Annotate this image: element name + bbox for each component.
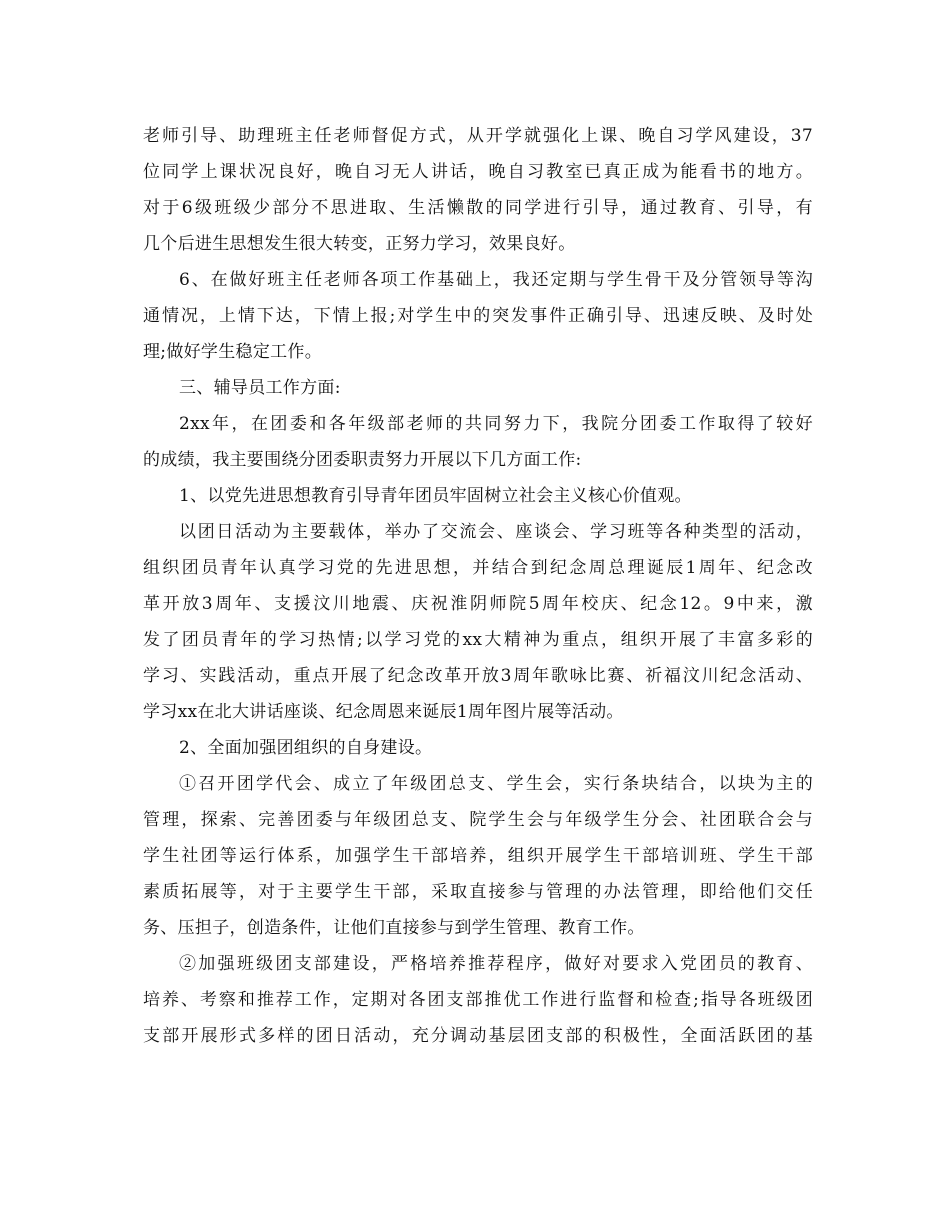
text-line: 组织团员青年认真学习党的先进思想，并结合到纪念周总理诞辰1周年、纪念改 xyxy=(143,558,813,578)
text-line: 务、压担子，创造条件，让他们直接参与到学生管理、教育工作。 xyxy=(143,918,645,938)
text-line: 革开放3周年、支援汶川地震、庆祝淮阴师院5周年校庆、纪念12。9中来，激 xyxy=(143,594,813,614)
section-heading: 三、辅导员工作方面: xyxy=(179,378,341,398)
text-line: 的成绩，我主要围绕分团委职责努力开展以下几方面工作: xyxy=(143,450,582,470)
text-line: 管理，探索、完善团委与年级团总支、院学生会与年级学生分会、社团联合会与 xyxy=(143,810,813,830)
text-line: 培养、考察和推荐工作，定期对各团支部推优工作进行监督和检查;指导各班级团 xyxy=(143,990,813,1010)
text-line: 以团日活动为主要载体，举办了交流会、座谈会、学习班等各种类型的活动， xyxy=(179,522,813,542)
text-line: ②加强班级团支部建设，严格培养推荐程序，做好对要求入党团员的教育、 xyxy=(179,954,813,974)
text-line: 素质拓展等，对于主要学生干部，采取直接参与管理的办法管理，即给他们交任 xyxy=(143,882,813,902)
text-line: 老师引导、助理班主任老师督促方式，从开学就强化上课、晚自习学风建设，37 xyxy=(143,126,813,146)
text-line: 2xx年，在团委和各年级部老师的共同努力下，我院分团委工作取得了较好 xyxy=(179,414,813,434)
text-line: 6、在做好班主任老师各项工作基础上，我还定期与学生骨干及分管领导等沟 xyxy=(179,270,813,290)
text-line: 支部开展形式多样的团日活动，充分调动基层团支部的积极性，全面活跃团的基 xyxy=(143,1026,813,1046)
text-line: 学习、实践活动，重点开展了纪念改革开放3周年歌咏比赛、祈福汶川纪念活动、 xyxy=(143,666,813,686)
text-line: 几个后进生思想发生很大转变，正努力学习，效果良好。 xyxy=(143,234,576,254)
text-line: 理;做好学生稳定工作。 xyxy=(143,342,323,362)
text-line: 发了团员青年的学习热情;以学习党的xx大精神为重点，组织开展了丰富多彩的 xyxy=(143,630,813,650)
subsection-heading: 2、全面加强团组织的自身建设。 xyxy=(179,738,433,758)
text-line: 通情况，上情下达，下情上报;对学生中的突发事件正确引导、迅速反映、及时处 xyxy=(143,306,813,326)
text-line: ①召开团学代会、成立了年级团总支、学生会，实行条块结合，以块为主的 xyxy=(179,774,813,794)
text-line: 位同学上课状况良好，晚自习无人讲话，晚自习教室已真正成为能看书的地方。 xyxy=(143,162,813,182)
text-line: 对于6级班级少部分不思进取、生活懒散的同学进行引导，通过教育、引导，有 xyxy=(143,198,813,218)
subsection-heading: 1、以党先进思想教育引导青年团员牢固树立社会主义核心价值观。 xyxy=(179,486,692,506)
text-line: 学生社团等运行体系，加强学生干部培养，组织开展学生干部培训班、学生干部 xyxy=(143,846,813,866)
text-line: 学习xx在北大讲话座谈、纪念周恩来诞辰1周年图片展等活动。 xyxy=(143,702,624,722)
